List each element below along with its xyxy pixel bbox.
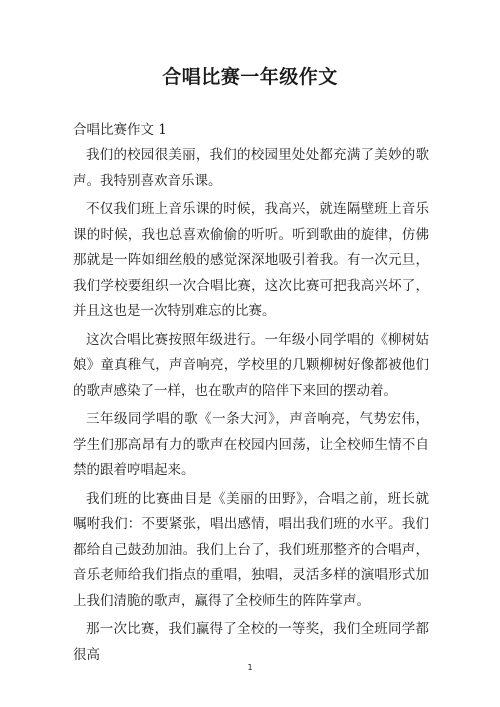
paragraph-6: 那一次比赛，我们赢得了全校的一等奖，我们全班同学都很高 [73,621,429,663]
paragraph-4: 三年级同学唱的歌《一条大河》，声音响亮，气势宏伟，学生们那高昂有力的歌声在校园内回荡，让全校师生情不自禁的跟着哼唱起来。 [73,411,429,478]
paragraph-5: 我们班的比赛曲目是《美丽的田野》，合唱之前，班长就嘱咐我们：不要紧张，唱出感情，唱出我们班的水平。我们都给自己鼓劲加油。我们上台了，我们班那整齐的合唱声，音乐老师给我们指点的重唱，独唱，灵活多样的演唱形式加上我们清脆的歌声，赢得了全校师生的阵阵掌声。 [73,490,429,609]
document-title: 合唱比赛一年级作文 [162,66,338,88]
page-number: 1 [247,663,253,672]
paragraph-1: 我们的校园很美丽，我们的校园里处处都充满了美妙的歌声。我特别喜欢音乐课。 [73,147,429,189]
document-subtitle: 合唱比赛作文 1 [73,122,167,138]
document-body [73,143,429,671]
paragraph-2: 不仅我们班上音乐课的时候，我高兴，就连隔壁班上音乐课的时候，我也总喜欢偷偷的听听。听到歌曲的旋律，仿佛那就是一阵如细丝般的感觉深深地吸引着我。有一次元旦，我们学校要组织一次合唱比赛，这次比赛可把我高兴坏了，并且这也是一次特别难忘的比赛。 [73,201,429,319]
paragraph-3: 这次合唱比赛按照年级进行。一年级小同学唱的《柳树姑娘》童真稚气，声音响亮，学校里的几颗柳树好像都被他们的歌声感染了一样，也在歌声的陪伴下来回的摆动着。 [73,331,429,399]
